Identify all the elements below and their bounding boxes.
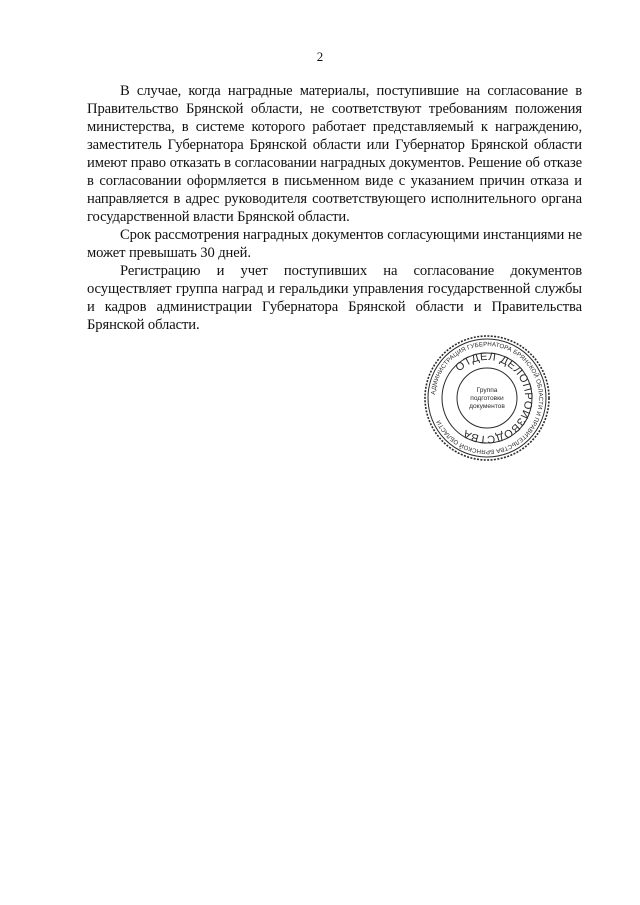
page-number: 2: [316, 49, 324, 64]
stamp-center-line-2: подготовки: [470, 395, 504, 402]
stamp-center-line-3: документов: [469, 403, 505, 410]
paragraph-review-period: Срок рассмотрения наградных документов согласующими инстанциями не может превышать 30 дней.: [87, 227, 582, 261]
stamp-outer-ring-text: АДМИНИСТРАЦИЯ ГУБЕРНАТОРА БРЯНСКОЙ ОБЛАСТИ И ПРАВИТЕЛЬСТВА БРЯНСКОЙ ОБЛАСТИ: [430, 340, 545, 456]
stamp-inner-ring-text: ОТДЕЛ ДЕЛОПРОИЗВОДСТВА: [453, 350, 535, 446]
stamp-center-line-1: Группа: [476, 387, 498, 394]
paragraph-refusal: В случае, когда наградные материалы, поступившие на согласование в Правительство Брянской области, не соответствуют требованиям положения министерства, в системе которого работает представляемый к награждению, заместитель Губернатора Брянской области или Губернатор Брянской области имеют право отказать в согласовании наградных документов. Решение об отказе в согласовании оформляется в письменном виде с указанием причин отказа и направляется в адрес руководителя соответствующего исполнительного органа государственной власти Брянской области.: [87, 83, 582, 225]
office-seal-stamp: [423, 334, 551, 462]
paragraph-registration: Регистрацию и учет поступивших на согласование документов осуществляет группа наград и геральдики управления государственной службы и кадров администрации Губернатора Брянской области и Правительства Брянской области.: [87, 263, 582, 333]
body-text: [87, 82, 582, 334]
